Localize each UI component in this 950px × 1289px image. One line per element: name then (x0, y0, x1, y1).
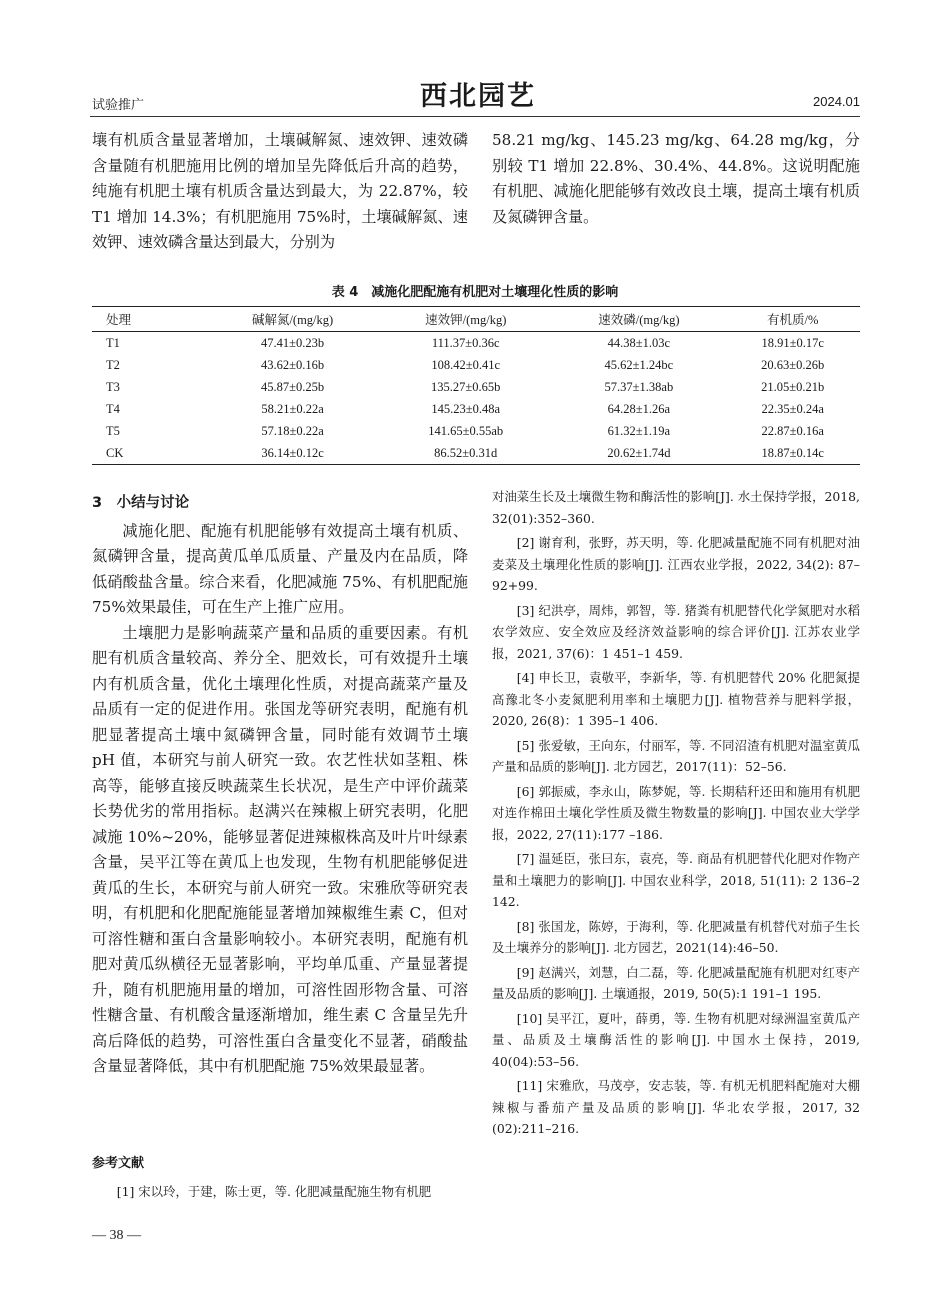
page-number: — 38 — (92, 1228, 141, 1243)
table-row (92, 442, 860, 465)
table-header-cell: 速效钾/(mg/kg) (379, 307, 552, 332)
table-cell: 43.62±0.16b (261, 357, 325, 372)
table-row (92, 420, 860, 442)
header-rule (90, 116, 860, 117)
table-cell: 21.05±0.21b (761, 379, 825, 394)
table-cell: T5 (106, 423, 120, 438)
table-header-cell: 处理 (92, 307, 206, 332)
table-cell: 36.14±0.12c (206, 442, 379, 465)
table-cell: 108.42±0.41c (431, 357, 501, 372)
table-header-cell: 速效磷/(mg/kg) (552, 307, 725, 332)
table-cell: T3 (106, 379, 120, 394)
reference-item-continued: 对油菜生长及土壤微生物和酶活性的影响[J]. 水土保持学报，2018, 32(01):352–360. (492, 489, 860, 526)
reference-item: [8] 张国龙，陈婷，于海利，等. 化肥减量有机替代对茄子生长及土壤养分的影响[J]. 北方园艺，2021(14):46–50. (492, 918, 860, 955)
table-header-row (92, 307, 860, 332)
top-right-column (492, 128, 860, 230)
table-cell: T2 (106, 357, 120, 372)
reference-item: [7] 温延臣，张曰东，袁亮，等. 商品有机肥替代化肥对作物产量和土壤肥力的影响[J]. 中国农业科学，2018, 51(11): 2 136–2 142. (492, 851, 860, 909)
journal-logo: 西北园艺 (420, 81, 536, 112)
table-cell: 18.87±0.14c (725, 442, 860, 465)
table-cell: 64.28±1.26a (607, 401, 671, 416)
table-cell: 135.27±0.65b (431, 379, 501, 394)
issue-number: 2024.01 (813, 94, 860, 109)
table-row (92, 376, 860, 398)
soil-properties-table (92, 306, 860, 465)
table-cell: 20.62±1.74d (552, 442, 725, 465)
table-cell: T4 (106, 401, 120, 416)
references-title: 参考文献 (92, 1156, 145, 1171)
top-left-paragraph: 壤有机质含量显著增加，土壤碱解氮、速效钾、速效磷含量随有机肥施用比例的增加呈先降低后升高的趋势，纯施有机肥土壤有机质含量达到最大，为 22.87%，较 T1 增加 14.3%；有机肥施用 75%时，土壤碱解氮、速效钾、速效磷含量达到最大，分别为 (92, 131, 468, 251)
references-right (492, 486, 860, 1143)
table-cell: 141.65±0.55ab (428, 423, 504, 438)
table-row (92, 398, 860, 420)
table-cell: CK (92, 442, 206, 465)
reference-item: [3] 纪洪亭，周炜，郭智，等. 猪粪有机肥替代化学氮肥对水稻农学效应、安全效应及经济效益影响的综合评价[J]. 江苏农业学报，2021, 37(6)：1 451–1 459. (492, 602, 860, 661)
discussion-paragraph: 土壤肥力是影响蔬菜产量和品质的重要因素。有机肥有机质含量较高、养分全、肥效长，可有效提升土壤内有机质含量，优化土壤理化性质，对提高蔬菜产量及品质有一定的促进作用。张国龙等研究表明，配施有机肥显著提高土壤中氮磷钾含量，同时能有效调节土壤 pH 值，本研究与前人研究一致。农艺性状如茎粗、株高等，能够直接反映蔬菜生长状况，是生产中评价蔬菜长势优劣的常用指标。赵满兴在辣椒上研究表明，化肥减施 10%~20%，能够显著促进辣椒株高及叶片叶绿素含量，吴平江等在黄瓜上也发现，生物有机肥能够促进黄瓜的生长，本研究与前人研究一致。宋雅欣等研究表明，有机肥和化肥配施能显著增加辣椒维生素 C，但对可溶性糖和蛋白含量影响较小。本研究表明，配施有机肥对黄瓜纵横径无显著影响，平均单瓜重、产量显著提升，随有机肥施用量的增加，可溶性固形物含量、可溶性糖含量、有机酸含量逐渐增加，维生素 C 含量呈先升高后降低的趋势，可溶性蛋白含量变化不显著，硝酸盐含量显著降低，其中有机肥配施 75%效果最显著。 (92, 623, 468, 1075)
section-3-column (92, 491, 468, 1080)
table-cell: 44.38±1.03c (607, 335, 671, 350)
table-cell: 18.91±0.17c (761, 335, 824, 350)
reference-item: [10] 吴平江，夏叶，薛勇，等. 生物有机肥对绿洲温室黄瓜产量、品质及土壤酶活性的影响[J]. 中国水土保持，2019, 40(04):53–56. (492, 1010, 860, 1069)
table-cell: T1 (106, 335, 120, 350)
table-row (92, 354, 860, 376)
reference-item: [2] 谢育利，张野，苏天明，等. 化肥减量配施不同有机肥对油麦菜及土壤理化性质的影响[J]. 江西农业学报，2022, 34(2): 87–92+99. (492, 535, 860, 593)
table-cell: 47.41±0.23b (261, 335, 325, 350)
table-cell: 58.21±0.22a (261, 401, 324, 416)
section-label: 试验推广 (92, 98, 145, 113)
top-right-paragraph: 58.21 mg/kg、145.23 mg/kg、64.28 mg/kg，分别较 T1 增加 22.8%、30.4%、44.8%。这说明配施有机肥、减施化肥能够有效改良土壤，提高土壤有机质及氮磷钾含量。 (492, 131, 860, 226)
reference-item: [5] 张爱敏，王向东，付丽军，等. 不同沼渣有机肥对温室黄瓜产量和品质的影响[J]. 北方园艺，2017(11)：52–56. (492, 737, 860, 774)
reference-item: [6] 郭振威，李永山，陈梦妮，等. 长期秸秆还田和施用有机肥对连作棉田土壤化学性质及微生物数量的影响[J]. 中国农业大学学报，2022, 27(11):177 –186. (492, 783, 860, 842)
reference-item: [4] 申长卫，袁敬平，李新华，等. 有机肥替代 20% 化肥氮提高豫北冬小麦氮肥利用率和土壤肥力[J]. 植物营养与肥料学报，2020, 26(8)：1 395–1 406. (492, 670, 860, 728)
table-cell: 22.87±0.16a (761, 423, 824, 438)
table-cell: 57.18±0.22a (261, 423, 324, 438)
reference-item: [1] 宋以玲，于建，陈士更，等. 化肥减量配施生物有机肥 (116, 1183, 432, 1199)
table-cell: 45.62±1.24bc (604, 357, 674, 372)
table-cell: 86.52±0.31d (379, 442, 552, 465)
table-cell: 57.37±1.38ab (604, 379, 674, 394)
table-header-cell: 碱解氮/(mg/kg) (206, 307, 379, 332)
references-left (92, 1153, 468, 1202)
reference-item: [9] 赵满兴，刘慧，白二磊，等. 化肥减量配施有机肥对红枣产量及品质的影响[J]. 土壤通报，2019, 50(5):1 191–1 195. (492, 964, 860, 1001)
table-cell: 45.87±0.25b (261, 379, 325, 394)
table-caption: 表 4 减施化肥配施有机肥对土壤理化性质的影响 (331, 285, 619, 300)
table-cell: 145.23±0.48a (431, 401, 501, 416)
table-cell: 111.37±0.36c (431, 335, 500, 350)
table-cell: 20.63±0.26b (761, 357, 825, 372)
table-cell: 61.32±1.19a (607, 423, 671, 438)
table-cell: 22.35±0.24a (761, 401, 824, 416)
section-heading: 3 小结与讨论 (92, 495, 190, 511)
top-left-column (92, 128, 468, 256)
table-header-cell: 有机质/% (725, 307, 860, 332)
summary-paragraph: 减施化肥、配施有机肥能够有效提高土壤有机质、氮磷钾含量，提高黄瓜单瓜质量、产量及内在品质，降低硝酸盐含量。综合来看，化肥减施 75%、有机肥配施 75%效果最佳，可在生产上推广应用。 (92, 521, 468, 616)
reference-item: [11] 宋雅欣，马茂亭，安志装，等. 有机无机肥料配施对大棚辣椒与番茄产量及品质的影响[J]. 华北农学报，2017, 32 (02):211–216. (492, 1078, 860, 1136)
table-row (92, 332, 860, 355)
